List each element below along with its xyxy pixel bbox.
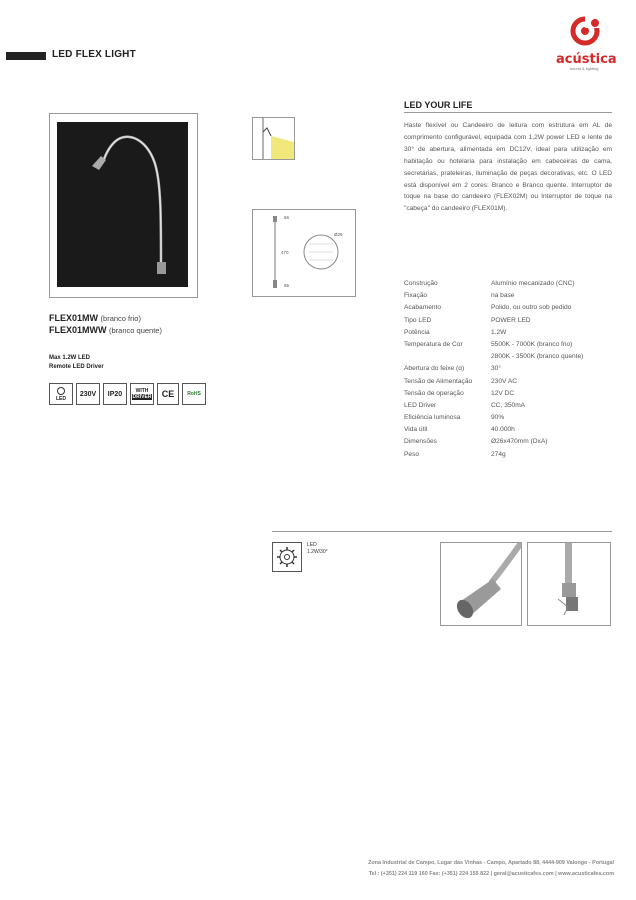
voltage-badge: 230V xyxy=(76,383,100,405)
model-code: FLEX01MWW xyxy=(49,325,107,335)
dim-diameter-label: Ø26 xyxy=(334,232,343,237)
page-title: LED FLEX LIGHT xyxy=(52,49,136,60)
spec-row: LED Driver CC, 350mA xyxy=(404,401,526,409)
spec-row: Fixação na base xyxy=(404,292,515,300)
flex-lamp-image xyxy=(57,122,188,287)
lamp-base-image xyxy=(528,543,610,625)
product-description: Haste flexível ou Candeeiro de leitura com estrutura em AL de comprimento configurável, equipada com 1,2W power LED e lente de 30° de abertura, alimentada em DC12V, ideal para utilização em habitação ou hotelaria para instalação em cabeceiras de cama, secretárias, prateleiras, iluminação de peças decorativas, etc. O LED está disponível em 2 cores: Branco e Branco quente. Interruptor de toque na base do candeeiro (FLEX02M) ou Interruptor de toque na "cabeça" do candeeiro (FLEX01M). xyxy=(404,122,612,213)
led-icon xyxy=(56,386,66,396)
section-divider xyxy=(404,112,612,113)
rohs-badge: RoHS xyxy=(182,383,206,405)
ip-badge: IP20 xyxy=(103,383,127,405)
section-title: LED YOUR LIFE xyxy=(404,100,473,110)
spec-row: Peso 274g xyxy=(404,450,506,458)
brand-name: acústica xyxy=(556,52,617,67)
beam-angle-icon xyxy=(253,118,294,159)
dim-length-label: 470 xyxy=(281,250,289,255)
footer xyxy=(290,858,614,880)
model-row-cold xyxy=(49,313,141,323)
footer-address: Zona Industrial de Campo, Lugar das Vinhas - Campo, Apartado 88, 4444-909 Valongo - Portugal xyxy=(368,860,614,866)
options-divider xyxy=(272,531,612,532)
dimension-diagram-icon xyxy=(253,210,355,296)
detail-photo-base xyxy=(527,542,611,626)
spec-row: Construção Alumínio mecanizado (CNC) xyxy=(404,280,575,287)
spec-row: Tensão de Alimentação 230V AC xyxy=(404,377,518,385)
spec-row: Tipo LED POWER LED xyxy=(404,316,531,324)
dim-top-label: 56 xyxy=(284,215,290,220)
driver-badge: WITH DRIVER xyxy=(130,383,154,405)
spec-row: 2800K - 3500K (branco quente) xyxy=(491,353,584,361)
spec-row: Dimensões Ø26x470mm (DxA) xyxy=(404,438,548,446)
beam-diagram xyxy=(252,117,295,160)
model-code: FLEX01MW xyxy=(49,313,99,323)
detail-photo-head xyxy=(440,542,522,626)
brand-logo-icon xyxy=(568,16,602,52)
product-photo xyxy=(57,122,188,287)
model-row-warm xyxy=(49,325,162,335)
spec-row: Eficiência luminosa 90% xyxy=(404,414,505,422)
brand-tagline: sound & lighting xyxy=(570,66,599,71)
spec-row: Tensão de operação 12V DC xyxy=(404,389,515,397)
led-gear-icon xyxy=(273,543,301,571)
spec-row: Abertura do feixe (α) 30° xyxy=(404,365,501,373)
dimension-drawing xyxy=(252,209,356,297)
header-bar xyxy=(6,52,46,60)
spec-row: Vida útil 40.000h xyxy=(404,426,515,434)
model-variant: (branco frio) xyxy=(100,314,141,323)
note-max-led: Max 1.2W LED xyxy=(49,355,91,361)
lamp-head-image xyxy=(441,543,521,625)
spec-row: Potência 1.2W xyxy=(404,328,507,336)
note-driver: Remote LED Driver xyxy=(49,364,104,370)
footer-contacts: Tel : (+351) 224 119 160 Fax: (+351) 224 155 822 | geral@acusticafes.com | www.acusticafes.com xyxy=(368,871,614,877)
dim-bottom-label: 65 xyxy=(284,283,290,288)
certification-badges xyxy=(49,383,206,405)
led-badge: LED xyxy=(49,383,73,405)
led-option-box xyxy=(272,542,302,572)
ce-badge: CE xyxy=(157,383,179,405)
spec-table xyxy=(404,278,624,461)
spec-row: Temperatura de Cor 5500K - 7000K (branco frio) xyxy=(404,340,573,348)
led-option-text: LED 1.2W/30° xyxy=(307,542,328,555)
model-variant: (branco quente) xyxy=(109,326,162,335)
spec-row: Acabamento Polido, ou outro sob pedido xyxy=(404,304,572,312)
